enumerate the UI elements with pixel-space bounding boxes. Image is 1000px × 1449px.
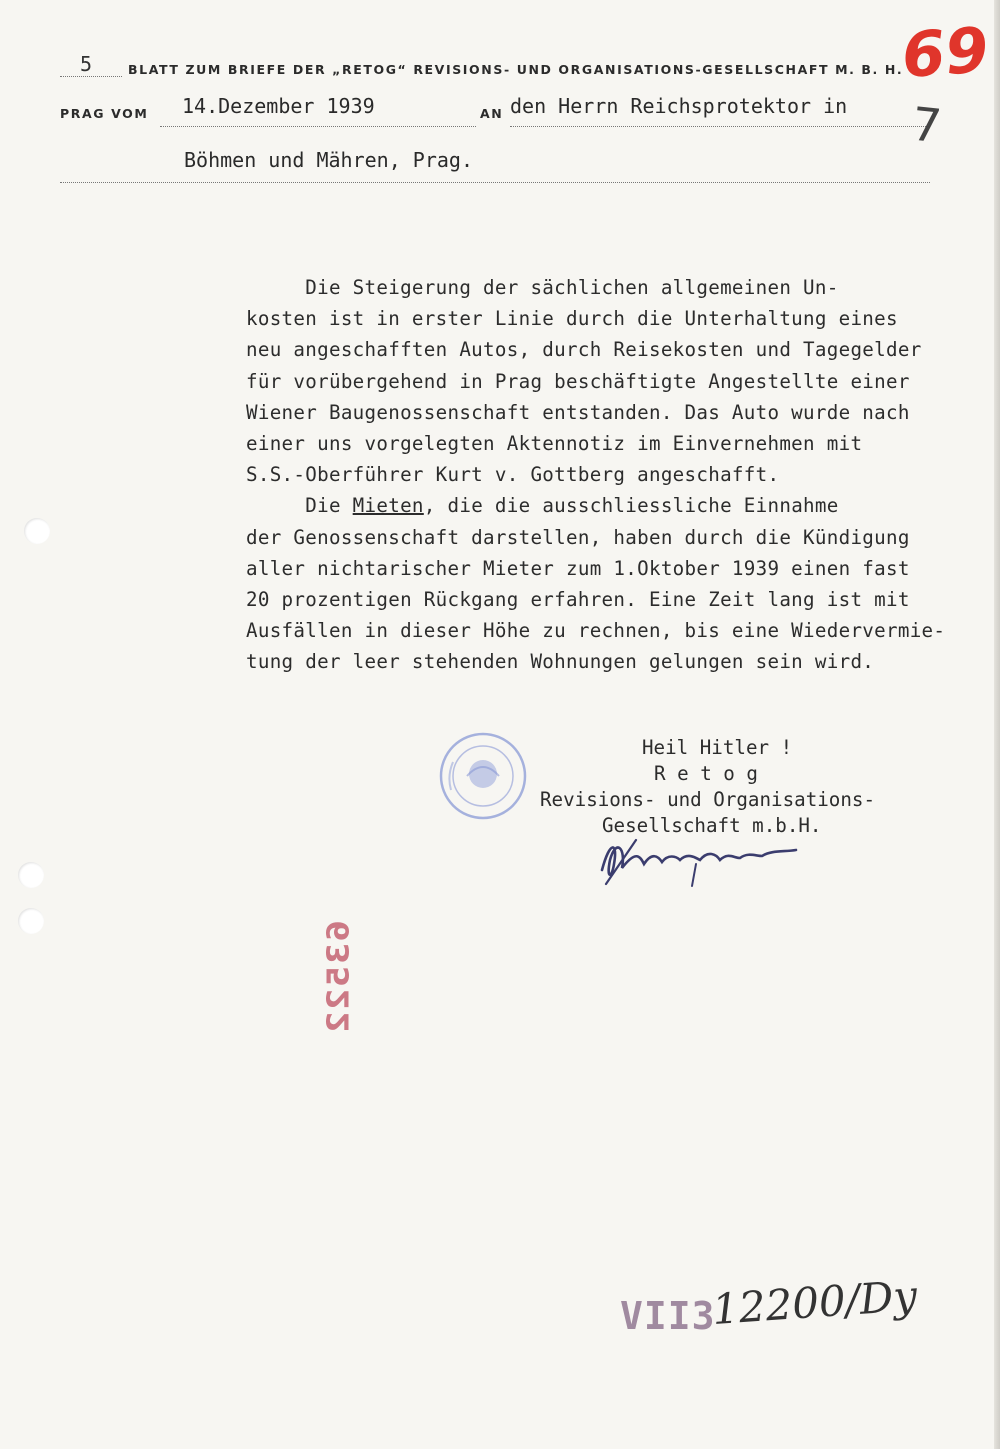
punch-hole (18, 908, 44, 934)
dotted-rule (60, 182, 930, 183)
dotted-rule (60, 76, 122, 77)
greeting: Heil Hitler ! (642, 736, 793, 759)
paragraph-2 (246, 522, 966, 678)
an-label: AN (480, 106, 504, 121)
page-edge-shadow (994, 0, 1000, 1449)
department-stamp: VII3 (620, 1294, 716, 1338)
red-folio-number: 69 (899, 13, 991, 92)
recipient-line-2: Böhmen und Mähren, Prag. (184, 148, 473, 172)
body-text-line: der Genossenschaft darstellen, haben durch die Kündigung (246, 525, 910, 549)
body-text-line: Die Steigerung der sächlichen allgemeinen Un- (246, 276, 839, 299)
signoff-block (530, 735, 950, 839)
page-number: 5 (80, 52, 93, 76)
underlined-word-mieten: Mieten (352, 494, 424, 518)
body-text-line: kosten ist in erster Linie durch die Unterhaltung eines (246, 307, 898, 331)
body-text-line: 20 prozentigen Rückgang erfahren. Eine Zeit lang ist mit (246, 588, 910, 612)
dotted-rule (160, 126, 476, 127)
letterhead (60, 52, 940, 172)
paragraph-2-prefix: Die (246, 494, 353, 518)
body-text-line: einer uns vorgelegten Aktennotiz im Einvernehmen mit (246, 432, 863, 456)
paragraph-1 (246, 272, 966, 490)
paragraph-2-suffix: , die die ausschliessliche Einnahme (423, 494, 839, 518)
body-text-line: tung der leer stehenden Wohnungen gelungen sein wird. (246, 650, 875, 674)
punch-hole (24, 518, 50, 544)
company-name-line-2: Gesellschaft m.b.H. (602, 814, 822, 837)
company-name-line-1: Revisions- und Organisations- (540, 788, 876, 811)
body-text-line: aller nichtarischer Mieter zum 1.Oktober 1939 einen fast (246, 556, 910, 580)
body-text-line: Ausfällen in dieser Höhe zu rechnen, bis eine Wiedervermie- (246, 619, 946, 643)
body-text-line: neu angeschafften Autos, durch Reisekosten und Tagegelder (246, 338, 922, 362)
letter-date: 14.Dezember 1939 (182, 94, 375, 118)
official-seal-stamp (437, 730, 529, 822)
body-text-line: S.S.-Oberführer Kurt v. Gottberg angeschafft. (246, 463, 780, 487)
body-text-line: für vorübergehend in Prag beschäftigte Angestellte einer (246, 369, 910, 393)
letter-body (246, 272, 966, 678)
handwritten-signature (596, 830, 826, 890)
pencil-mark: 7 (909, 96, 945, 154)
recipient-line-1: den Herrn Reichsprotektor in (510, 94, 848, 118)
prag-vom-label: PRAG VOM (60, 106, 149, 121)
letterhead-company-line: BLATT ZUM BRIEFE DER „RETOG“ REVISIONS- UND ORGANISATIONS-GESELLSCHAFT M. B. H. (128, 62, 904, 77)
company-short-name: R e t o g (654, 762, 758, 785)
handwritten-file-reference: 12200/Dy (710, 1270, 919, 1335)
paragraph-2-first-line (246, 490, 966, 521)
body-text-line: Wiener Baugenossenschaft entstanden. Das Auto wurde nach (246, 400, 910, 424)
dotted-rule (510, 126, 930, 127)
punch-hole (18, 862, 44, 888)
archive-stamp-number: 63522 (321, 920, 357, 1035)
